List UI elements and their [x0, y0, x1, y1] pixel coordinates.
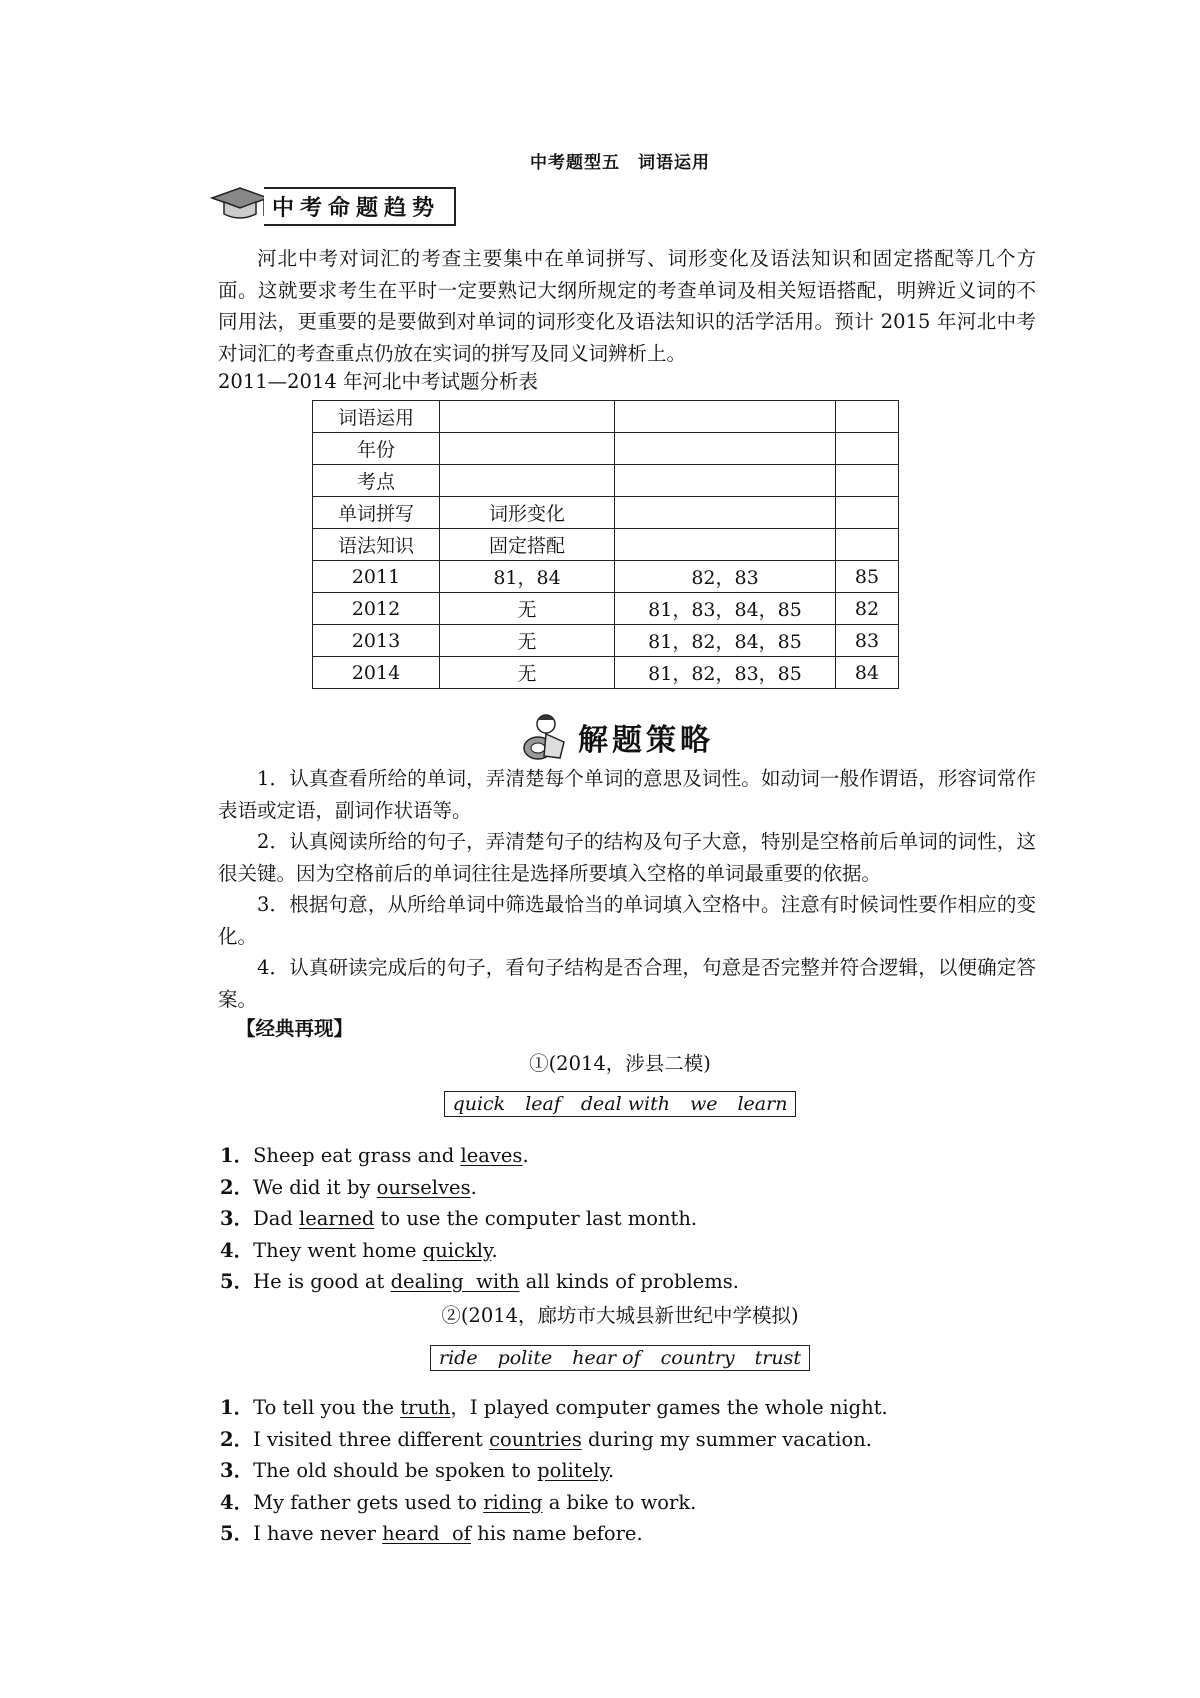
table-cell [615, 401, 836, 433]
word-option: deal with [580, 1093, 670, 1115]
sentence-item: 3．Dad learned to use the computer last month. [220, 1207, 698, 1230]
table-cell: 81，83，84，85 [615, 593, 836, 625]
table-cell: 固定搭配 [440, 529, 615, 561]
table-row [313, 465, 899, 497]
table-cell: 词语运用 [313, 401, 440, 433]
table-cell: 无 [440, 625, 615, 657]
student-reading-icon [520, 712, 572, 762]
table-cell [615, 465, 836, 497]
exercise-1-source: ①(2014，涉县二模) [529, 1052, 711, 1075]
word-option: quick [452, 1093, 506, 1115]
table-row [313, 529, 899, 561]
table-cell: 82 [836, 593, 899, 625]
table-cell: 82，83 [615, 561, 836, 593]
table-cell [836, 401, 899, 433]
trend-banner-label: 中考命题趋势 [264, 187, 456, 226]
table-cell [615, 529, 836, 561]
answer-blank: countries [489, 1427, 582, 1451]
table-row [313, 497, 899, 529]
table-cell [440, 465, 615, 497]
table-cell [615, 497, 836, 529]
word-option: ride [439, 1347, 478, 1369]
table-cell: 2012 [313, 593, 440, 625]
word-option: leaf [525, 1093, 561, 1115]
table-cell [836, 465, 899, 497]
table-cell: 词形变化 [440, 497, 615, 529]
table-cell: 无 [440, 657, 615, 689]
sentence-item: 4．They went home quickly. [220, 1238, 498, 1262]
sentence-item: 2．We did it by ourselves. [220, 1175, 477, 1199]
table-cell [836, 433, 899, 465]
table-row [313, 433, 899, 465]
table-cell: 单词拼写 [313, 497, 440, 529]
answer-blank: quickly [422, 1238, 492, 1262]
table-cell: 语法知识 [313, 529, 440, 561]
table-cell: 2014 [313, 657, 440, 689]
table-cell: 83 [836, 625, 899, 657]
answer-blank: ourselves [376, 1175, 471, 1199]
page-title: 中考题型五 词语运用 [530, 153, 710, 173]
answer-blank: learned [299, 1207, 375, 1230]
strategy-banner-label: 解题策略 [578, 723, 714, 758]
trend-banner [210, 186, 456, 226]
table-cell: 81，82，83，85 [615, 657, 836, 689]
sentence-item: 2．I visited three different countries during my summer vacation. [220, 1427, 872, 1451]
strategy-2: 2．认真阅读所给的句子，弄清楚句子的结构及句子大意，特别是空格前后单词的词性，这很关键。因为空格前后的单词往往是选择所要填入空格的单词最重要的依据。 [218, 830, 1036, 885]
word-option: we [689, 1093, 718, 1115]
table-caption: 2011—2014 年河北中考试题分析表 [218, 370, 538, 393]
table-cell [440, 401, 615, 433]
exercise-2-word-box [430, 1345, 810, 1371]
sentence-item: 3．The old should be spoken to politely. [220, 1459, 615, 1482]
strategy-banner [520, 712, 714, 762]
sentence-item: 5．He is good at dealing with all kinds of problems. [220, 1270, 739, 1293]
answer-blank: truth [400, 1396, 451, 1419]
strategy-1: 1．认真查看所给的单词，弄清楚每个单词的意思及词性。如动词一般作谓语，形容词常作表语或定语，副词作状语等。 [218, 767, 1036, 822]
table-row [313, 625, 899, 657]
table-cell: 81，82，84，85 [615, 625, 836, 657]
table-cell [440, 433, 615, 465]
table-cell: 81，84 [440, 561, 615, 593]
table-row [313, 593, 899, 625]
word-option: trust [754, 1347, 801, 1369]
table-row [313, 401, 899, 433]
table-cell: 无 [440, 593, 615, 625]
table-cell: 年份 [313, 433, 440, 465]
strategy-3: 3．根据句意，从所给单词中筛选最恰当的单词填入空格中。注意有时候词性要作相应的变化。 [218, 893, 1036, 948]
analysis-table [312, 400, 899, 689]
table-cell: 考点 [313, 465, 440, 497]
exercise-2-sentences [220, 1393, 888, 1549]
table-cell: 2011 [313, 561, 440, 593]
table-cell [836, 529, 899, 561]
word-option: country [660, 1347, 735, 1369]
answer-blank: dealing with [390, 1270, 520, 1293]
word-option: learn [737, 1093, 788, 1115]
graduation-cap-icon [210, 186, 270, 226]
table-cell: 2013 [313, 625, 440, 657]
table-row [313, 657, 899, 689]
table-cell [615, 433, 836, 465]
table-cell: 84 [836, 657, 899, 689]
answer-blank: politely [537, 1459, 608, 1482]
strategy-4: 4．认真研读完成后的句子，看句子结构是否合理，句意是否完整并符合逻辑，以便确定答案。 [218, 956, 1036, 1011]
table-cell: 85 [836, 561, 899, 593]
exercise-2-source: ②(2014，廊坊市大城县新世纪中学模拟) [441, 1304, 799, 1327]
intro-paragraph: 河北中考对词汇的考查主要集中在单词拼写、词形变化及语法知识和固定搭配等几个方面。这就要求考生在平时一定要熟记大纲所规定的考查单词及相关短语搭配，明辨近义词的不同用法，更重要的是要做到对单词的词形变化及语法知识的活学活用。预计 2015 年河北中考对词汇的考查重点仍放在实词的拼写及同义词辨析上。 [218, 247, 1036, 365]
answer-blank: riding [483, 1490, 543, 1514]
classic-heading: 【经典再现】 [236, 1017, 354, 1040]
sentence-item: 1．To tell you the truth，I played computer games the whole night. [220, 1396, 888, 1419]
sentence-item: 5．I have never heard of his name before. [220, 1522, 643, 1545]
word-option: polite [497, 1347, 553, 1369]
answer-blank: leaves [460, 1144, 523, 1167]
word-option: hear of [572, 1347, 641, 1369]
table-row [313, 561, 899, 593]
exercise-1-word-box [444, 1091, 797, 1117]
table-cell [836, 497, 899, 529]
answer-blank: heard of [382, 1522, 471, 1545]
sentence-item: 4．My father gets used to riding a bike to work. [220, 1490, 697, 1514]
exercise-1-sentences [220, 1141, 739, 1297]
sentence-item: 1．Sheep eat grass and leaves. [220, 1144, 529, 1167]
